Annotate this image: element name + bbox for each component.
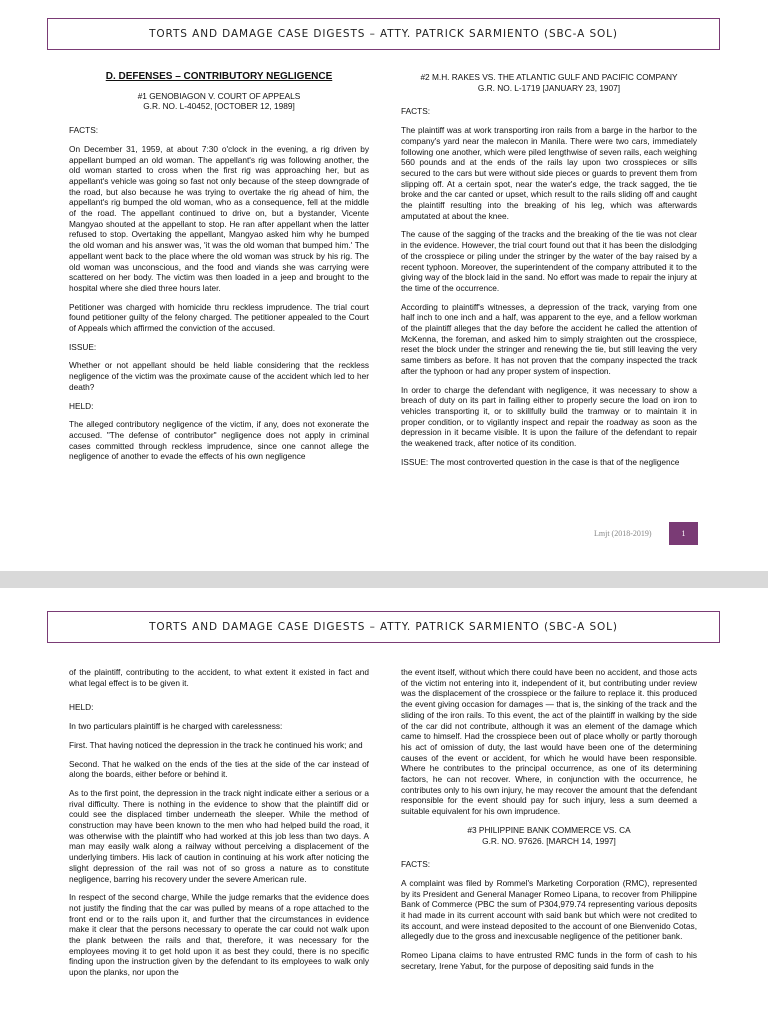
issue-line: ISSUE: The most controverted question in the case is that of the negligence — [401, 456, 680, 467]
issue-label: ISSUE: — [69, 341, 97, 352]
held-second: Second. That he walked on the ends of the ties at the side of the car instead of along the boards, either before or behind it. — [69, 758, 369, 780]
case-title — [69, 91, 369, 112]
issue-text: Whether or not appellant should be held liable considering that the reckless negligence of the victim was the proximate cause of the accident which led to her death? — [69, 360, 369, 392]
case-citation: G.R. NO. L-40452, [OCTOBER 12, 1989] — [143, 101, 295, 112]
held-text: The alleged contributory negligence of the victim, if any, does not exonerate the accused. "The defense of contributor" negligence does not apply in criminal cases committed through reckless imprudence, since one cannot allege the negligence of another to evade the effects of his own negligence — [69, 419, 369, 462]
page-header: TORTS AND DAMAGE CASE DIGESTS – ATTY. PATRICK SARMIENTO (SBC-A SOL) — [47, 611, 720, 643]
case-citation: G.R. NO. L-1719 [JANUARY 23, 1907] — [477, 82, 621, 93]
facts-paragraph: Petitioner was charged with homicide thru reckless imprudence. The trial court found petitioner guilty of the felony charged. The petitioner appealed to the Court of Appeals which affirmed the conviction of the accused. — [69, 301, 369, 334]
held-paragraph: As to the first point, the depression in the track night indicate either a serious or a rival difficulty. There is nothing in the evidence to show that the plaintiff did or could see the displaced timber underneath the sleeper. While the method of construction may have been known to the men who had helped build the road, it was otherwise with the plaintiff who had worked at this job less than two days. A man may easily walk along a railway without perceiving a displacement of the underlying timbers. His lack of caution in continuing at his work after noticing the slight depression of the rail was not of so gross a nature as to constitute negligence, barring his recovery under the severe American rule. — [69, 787, 369, 884]
left-column — [69, 72, 369, 470]
continued-paragraph: of the plaintiff, contributing to the accident, to what extent it existed in fact and what legal effect is to be given it. — [69, 667, 369, 688]
held-label: HELD: — [69, 400, 94, 411]
case-name: #3 PHILIPPINE BANK COMMERCE VS. CA — [467, 824, 631, 835]
right-column — [401, 667, 697, 980]
held-paragraph: In respect of the second charge, While the judge remarks that the evidence does not justify the finding that the car was pulled by means of a rope attached to the front end or to the rails upon it, and further that the circumstances in evidence make it clear that the persons necessary to operate the car could not walk upon the plank between the rails and that, therefore, it was necessary for the employees moving it to get hold upon it as best they could, there is no specific finding upon the instruction given by the defendant to its employees to walk only upon the planks, nor upon the — [69, 892, 369, 978]
case-title — [401, 825, 697, 846]
section-title: D. DEFENSES – CONTRIBUTORY NEGLIGENCE — [105, 71, 333, 82]
case-name: #1 GENOBIAGON V. COURT OF APPEALS — [137, 90, 301, 101]
facts-label: FACTS: — [401, 859, 431, 870]
facts-label: FACTS: — [69, 125, 99, 136]
page-header: TORTS AND DAMAGE CASE DIGESTS – ATTY. PATRICK SARMIENTO (SBC-A SOL) — [47, 18, 720, 50]
case-name: #2 M.H. RAKES VS. THE ATLANTIC GULF AND PACIFIC COMPANY — [420, 72, 678, 82]
facts-label: FACTS: — [401, 106, 431, 117]
facts-paragraph: Romeo Lipana claims to have entrusted RMC funds in the form of cash to his secretary, Irene Yabut, for the purpose of depositing said funds in the — [401, 950, 697, 971]
facts-paragraph: The plaintiff was at work transporting iron rails from a barge in the harbor to the company's yard near the malecon in Manila. There were two cars, immediately following one another, which were piled lengthwise of seven rails, each weighing 560 pounds and at the ends of the rails lay upon two crosspieces or sills secured to the cars but were without side pieces or guards to prevent them from slipping off. At a certain spot, near the water's edge, the track sagged, the tie broke and the car canted or upset, which result to the rails sliding off and caught the plaintiff resulting into the breaking of his leg, which was afterwards amputated at about the knee. — [401, 125, 697, 221]
case-title — [401, 72, 697, 93]
facts-paragraph: The cause of the sagging of the tracks and the breaking of the tie was not clear in the evidence. However, the trial court found out that it has been the dislodging of the crosspiece or piling under the stringer by the water of the bay raised by a recent typhoon. Moreover, the superintendent of the company attributed it to the giving way of the block laid in the sand. No effort was made to repair the injury at the time of the occurrence. — [401, 229, 697, 293]
footer-brand: Lmjt (2018-2019) — [594, 529, 652, 538]
held-first: First. That having noticed the depression in the track he continued his work; and — [69, 739, 363, 750]
continued-paragraph: the event itself, without which there could have been no accident, and those acts of the victim not entering into it, independent of it, but contributing under review was the displacement of the crosspiece or the failure to replace it. this produced the event giving occasion for damages — that is, the sinking of the track and the sliding of the iron rails. To this event, the act of the plaintiff in walking by the side of the car did not contribute, although it was an element of the damage which came to himself. Had the crosspiece been out of place wholly or partly thorough his act of omission of duty, the last would have been one of the determining causes of the event or accident, for which he would have been responsible. Where he contributes to the principal occurrence, as one of its determining factors, he can not recover. Where, in conjunction with the occurrence, he contributes only to his own injury, he may recover the amount that the defendant responsible for the event should pay for such injury, less a sum deemed a suitable equivalent for his own imprudence. — [401, 667, 697, 817]
page-number-badge: 1 — [669, 522, 698, 545]
facts-paragraph: On December 31, 1959, at about 7:30 o'clock in the evening, a rig driven by appellant bumped an old woman. The appellant's rig was following another, the old woman started to cross when the first rig was approaching her, but as appellant's vehicle was going so fast not only because of the steep downgrade of the road, but also because he was trying to overtake the rig ahead of him, the appellant's rig bumped the old woman, who as a consequence, fell at the middle of the road. The appellant continued to drive on, but a bystander, Vicente Mangyao shouted at the appellant to stop. He ran after appellant when the latter refused to stop. Overtaking the appellant, Mangyao asked him why he bumped the old woman and his answer was, 'it was the old woman that bumped him.' The appellant went back to the place where the old woman was struck by his rig. The old woman was unconscious, and the food and viands she was carrying were scattered on her body. The victim was then loaded in a jeep and brought to the hospital where she died three hours later. — [69, 143, 369, 293]
held-label: HELD: — [69, 702, 94, 713]
facts-paragraph: According to plaintiff's witnesses, a depression of the track, varying from one half inch to one inch and a half, was apparent to the eye, and a fellow workman of the plaintiff alleges that the day before the accident he called the attention of McKenna, the foreman, and asked him to simply straighten out the crosspiece, reset the block under the stringer and renewing the tie, but still leaving the very same timbers as before. It has not proven that the company inspected the track after the typhoon or had any proper system of inspection. — [401, 301, 697, 376]
case-citation: G.R. NO. 97626. [MARCH 14, 1997] — [482, 835, 616, 846]
facts-paragraph: In order to charge the defendant with negligence, it was necessary to show a breach of duty on its part in failing either to properly secure the load on iron to vehicles transporting it, or to skillfully build the tramway or to maintain it in proper condition, or to vigilantly inspect and repair the roadway as soon as the depression in it became visible. It is upon the failure of the defendant to repair the weakened track, after notice of its condition. — [401, 384, 697, 449]
facts-paragraph: A complaint was filed by Rommel's Marketing Corporation (RMC), represented by its President and General Manager Romeo Lipana, to recover from Philippine Bank of Commerce (PBC the sum of P304,979.74 representing various deposits it had made in its current account with said bank but which were not credited to its account, and were instead deposited to the account of one Bienvenido Cotas, allegedly due to the gross and inexcusable negligence of the petitioner bank. — [401, 877, 697, 942]
held-intro: In two particulars plaintiff is he charged with carelessness: — [69, 721, 283, 732]
right-column — [401, 72, 697, 476]
left-column — [69, 667, 369, 986]
